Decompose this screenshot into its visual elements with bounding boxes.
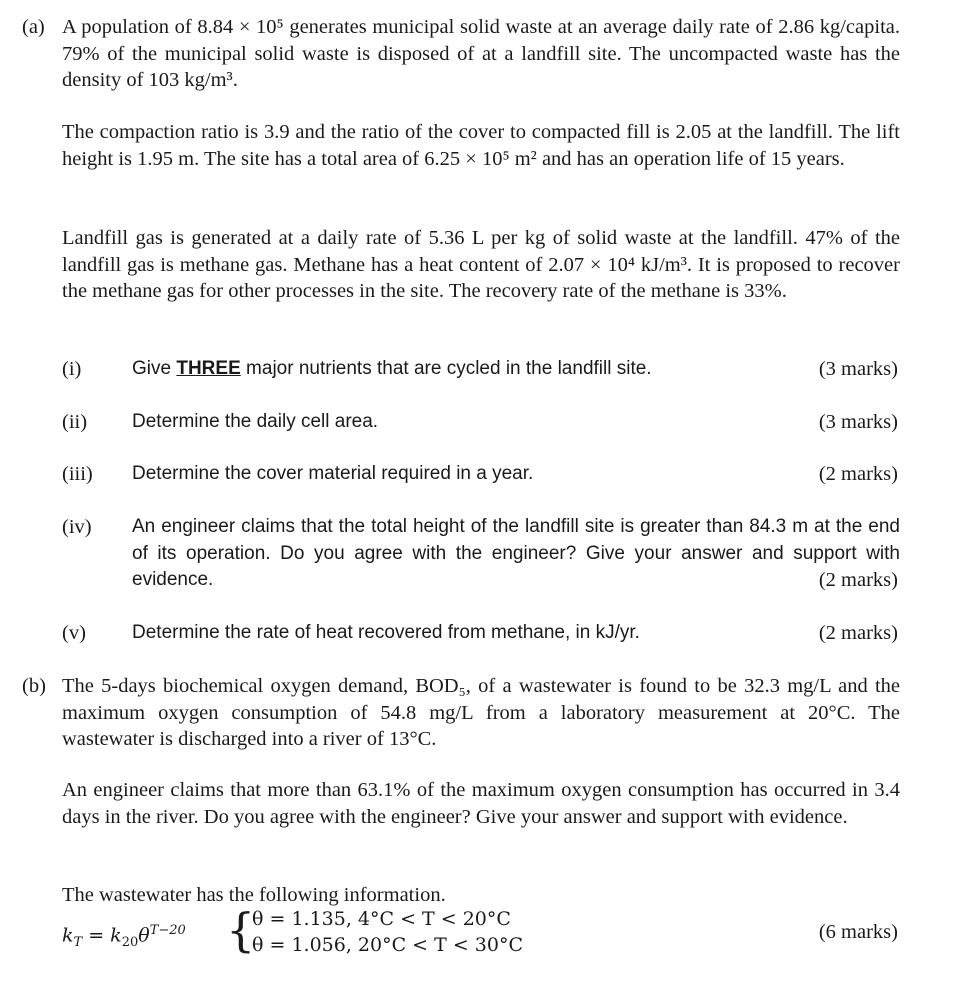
equation-case-2: θ = 1.056, 20°C < T < 30°C [252,934,524,956]
question-v-text: Determine the rate of heat recovered from methane, in kJ/yr. [132,622,640,643]
part-b-paragraph-3: The wastewater has the following information. [62,884,446,906]
question-i-post: major nutrients that are cycled in the landfill site. [240,358,652,379]
equation-case-1: θ = 1.135, 4°C < T < 20°C [252,908,511,930]
question-iv-text: An engineer claims that the total height of the landfill site is greater than 84.3 m at the end of its operation. Do you agree with the engineer? Give your answer and support with evidence. [132,516,900,590]
question-i-pre: Give [132,358,177,379]
equation-exponent: T−20 [149,923,186,938]
question-iii-marks: (2 marks) [818,463,898,485]
question-i-text [132,356,652,383]
cases-brace: { [226,903,256,957]
rate-equation [62,918,186,954]
question-number: (ii) [62,411,88,433]
part-b-paragraph-1: The 5-days biochemical oxygen demand, BOD₅, of a wastewater is found to be 32.3 mg/L and the maximum oxygen consumption of 54.8 mg/L from a laboratory measurement at 20°C. The wastewater is discharged into a river of 13°C. [62,675,900,750]
part-a-paragraph-2: The compaction ratio is 3.9 and the ratio of the cover to compacted fill is 2.05 at the landfill. The lift height is 1.95 m. The site has a total area of 6.25 × 10⁵ m² and has an operation life of 15 years. [62,121,900,170]
part-b-label: (b) [22,675,46,697]
question-i-marks: (3 marks) [818,358,898,380]
part-a-paragraph-1: A population of 8.84 × 10⁵ generates municipal solid waste at an average daily rate of 2.86 kg/capita. 79% of the municipal solid waste is disposed of at a landfill site. The uncompacted waste has the density of 103 kg/m³. [62,16,900,91]
part-a-label: (a) [22,16,45,38]
question-ii-marks: (3 marks) [818,411,898,433]
question-number: (v) [62,622,86,644]
question-number: (iii) [62,463,93,485]
question-ii-text: Determine the daily cell area. [132,411,379,432]
question-iv-marks: (2 marks) [818,569,898,591]
question-iii-text: Determine the cover material required in a year. [132,463,534,484]
equation-equals: = k [82,924,122,947]
equation-theta: θ [138,924,150,947]
question-number: (i) [62,358,82,380]
part-a-paragraph-3: Landfill gas is generated at a daily rate of 5.36 L per kg of solid waste at the landfill. 47% of the landfill gas is methane gas. Methane has a heat content of 2.07 × 10⁴ kJ/m³. It is proposed to recover the methane gas for other processes in the site. The recovery rate of the methane is 33%. [62,227,900,302]
question-v-marks: (2 marks) [818,622,898,644]
question-i-emphasis: THREE [176,358,241,379]
equation-k-sub: 20 [121,935,139,951]
part-b-marks: (6 marks) [818,921,898,943]
part-b-paragraph-2: An engineer claims that more than 63.1% of the maximum oxygen consumption has occurred in 3.4 days in the river. Do you agree with the engineer? Give your answer and support with evidence. [62,779,900,828]
question-number: (iv) [62,516,92,538]
equation-lhs-sub: T [73,935,83,951]
equation-lhs: k [62,924,74,947]
